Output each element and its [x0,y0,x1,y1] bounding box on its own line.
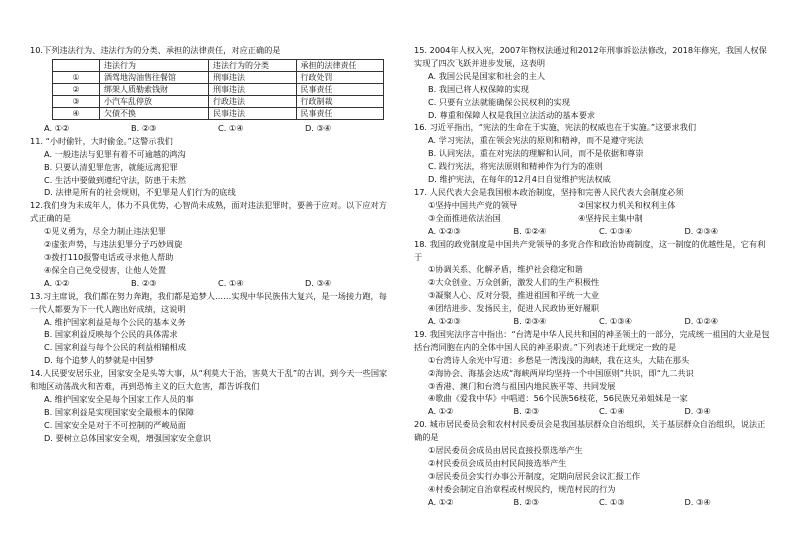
answer-option[interactable]: A. 维护国家安全是每个国家工作人员的事 [44,393,194,404]
table-cell: 欠债不换 [100,107,209,119]
statement-item: ①居民委员会成员由居民直接投票选举产生 [428,445,583,456]
answer-option[interactable]: B. ②③④ [513,316,547,327]
answer-option[interactable]: B. ①②④ [513,225,547,236]
statement-item: ④歌曲《爱我中华》中唱道：56个民族56枝花，56民族兄弟姐妹是一家 [428,393,688,404]
statement-item: ③全面推进依法治国 [428,212,501,223]
answer-option[interactable]: D. ②③④ [684,225,719,236]
table-cell: 民事责任 [296,83,384,95]
table-cell: 民事违法 [209,107,296,119]
answer-option[interactable]: A. ①② [44,277,70,288]
table-cell: ③ [53,95,100,107]
answer-option[interactable]: C. 国家利益与每个公民的利益相辅相成 [44,342,186,353]
question-15 [414,44,770,121]
answer-option[interactable]: D. 每个追梦人的梦就是中国梦 [44,355,154,366]
statement-item: ③居民委员会实行办事公开制度，定期向居民会议汇报工作 [428,470,641,481]
answer-options [414,225,770,238]
table-row [53,83,384,95]
answer-option[interactable]: B. ②③ [131,122,157,133]
answer-option[interactable]: D. 维护宪法，在每年的12月4日自觉维护宪法权威 [428,174,611,185]
statement-item: ③拨打110报警电话或寻求他人帮助 [44,251,174,262]
table-row [53,95,384,107]
question-16 [414,121,770,186]
question-stem: 16. 习近平指出，“宪法的生命在于实施，宪法的权威也在于实施。”这要求我们 [414,122,697,133]
table-row [53,71,384,83]
answer-option[interactable]: C. ①③④ [599,316,632,327]
table-cell: 行政违法 [209,95,296,107]
answer-option[interactable]: C. ①④ [599,406,625,417]
answer-option[interactable]: C. ①③ [599,496,625,507]
question-stem: 19. 我国宪法序言中指出：“台湾是中华人民共和国的神圣领土的一部分，完成统一祖国的大业是包括台湾同胞在内的全体中国人民的神圣职责。”下列表述于此规定一致的是 [414,328,770,352]
answer-option[interactable]: C. 只要有立法就能确保公民权利的实现 [428,96,570,107]
law-table [52,59,384,120]
answer-option[interactable]: A. 学习宪法，重在领会宪法的原则和精神，而不是遵守宪法 [428,135,644,146]
table-cell: 小汽车乱停放 [100,95,209,107]
question-12 [30,199,392,289]
table-cell: 行政处罚 [296,71,384,83]
table-cell: ④ [53,107,100,119]
table-header [53,59,100,71]
statement-item: ①台湾诗人余光中写道：乡愁是一湾浅浅的海峡，我在这头，大陆在那头 [428,354,690,365]
answer-option[interactable]: C. ①④ [218,122,244,133]
answer-option[interactable]: D. 法律是所有的社会规则，不犯罪是人们行为的底线 [44,187,236,198]
answer-option[interactable]: C. ①④ [218,277,244,288]
question-stem: 17. 人民代表大会是我国根本政治制度，坚持和完善人民代表大会制度必须 [414,186,684,197]
table-cell: ② [53,83,100,95]
answer-option[interactable]: B. 认同宪法，重在对宪法的理解和认同，而不是依据和尊崇 [428,148,644,159]
question-19 [414,328,770,418]
left-column [30,44,392,445]
table-cell: 酒驾地沟油售往餐馆 [100,71,209,83]
answer-option[interactable]: A. ①②③ [428,316,461,327]
answer-option[interactable]: D. 要树立总体国家安全观，增强国家安全意识 [44,432,212,443]
table-header: 承担的法律责任 [296,59,384,71]
answer-option[interactable]: A. ①② [428,496,454,507]
answer-option[interactable]: B. 我国已将人权保障的实现 [428,83,529,94]
answer-option[interactable]: A. 一般违法与犯罪有着不可逾越的鸿沟 [44,148,186,159]
question-10 [30,44,392,135]
table-cell: 行政制裁 [296,95,384,107]
answer-option[interactable]: A. ①② [428,406,454,417]
table-header: 违法行为的分类 [209,59,296,71]
question-17 [414,186,770,238]
question-stem: 15. 2004年人权入宪，2007年物权法通过和2012年刑事诉讼法修改，2018年修宪，我国人权保实现了四次飞跃并进步发展，这表明 [414,45,767,68]
question-stem: 18. 我国的政党制度是中国共产党领导的多党合作和政治协商制度，这一制度的优越性是，它有利于 [414,238,766,262]
question-stem: 10.下列违法行为、违法行为的分类、承担的法律责任，对应正确的是 [30,45,281,55]
statement-item: ④坚持民主集中制 [578,212,643,223]
answer-options [414,496,770,509]
table-cell: ① [53,71,100,83]
statement-item: ②虚张声势，与违法犯罪分子巧妙周旋 [44,239,183,250]
table-header: 违法行为 [100,59,209,71]
answer-option[interactable]: B. ②③ [131,277,157,288]
statement-item: ④村委会制定自治章程或村规民约，规范村民的行为 [428,483,616,494]
statement-item: ③凝聚人心、反对分裂，推进祖国和平统一大业 [428,290,600,301]
answer-option[interactable]: A. ①② [44,122,70,133]
question-11 [30,135,392,200]
answer-option[interactable]: A. 维护国家利益是每个公民的基本义务 [44,316,186,327]
right-column [414,44,770,509]
table-header-row [53,59,384,71]
statement-item: ①坚持中国共产党的领导 [428,199,518,210]
question-14 [30,367,392,444]
table-cell: 民事责任 [296,107,384,119]
answer-options [30,122,392,135]
answer-option[interactable]: B. ②③ [513,496,540,507]
statement-row [414,199,770,212]
statement-item: ②国家权力机关和权利主体 [578,199,676,210]
answer-option[interactable]: D. ③④ [684,496,711,507]
statement-item: ①见义勇为，尽全力制止违法犯罪 [44,226,166,237]
answer-option[interactable]: A. 我国公民是国家和社会的主人 [428,70,546,81]
table-cell: 刑事违法 [209,71,296,83]
table-cell: 刑事违法 [209,83,296,95]
answer-options [414,405,770,418]
answer-option[interactable]: B. ②③ [513,406,540,417]
statement-item: ④保全自己免受侵害，让他人处置 [44,264,166,275]
statement-item: ②大众创业、万众创新，激发人们的生产积极性 [428,277,600,288]
answer-option[interactable]: C. ①③④ [599,225,632,236]
question-stem: 20. 城市居民委员会和农村村民委员会是我国基层群众自治组织，关于基层群众自治组织，说法正确的是 [414,419,766,443]
question-stem: 13.习主席说，我们都在努力奔跑，我们都是追梦人……实现中华民族伟大复兴，是一场接力跑，每一代人都要为下一代人跑出好成绩，这说明 [30,290,387,314]
answer-option[interactable]: B. 国家利益反映每个公民的具体需求 [44,329,178,340]
question-20 [414,418,770,508]
statement-item: ③香港、澳门和台湾与祖国内地民族平等、共同发展 [428,380,616,391]
answer-option[interactable]: D. ③④ [305,277,332,288]
question-18 [414,238,770,328]
answer-options [414,315,770,328]
answer-option[interactable]: C. 国家安全是对于不可控制的严峻局面 [44,419,186,430]
answer-option[interactable]: D. ③④ [684,406,711,417]
question-stem: 11. “小时偷针，大时偷金。”这警示我们 [30,135,173,146]
question-13 [30,290,392,367]
answer-option[interactable]: A. ①②③ [428,225,461,236]
answer-option[interactable]: D. 尊重和保障人权是我国立法活动的基本要求 [428,109,596,120]
statement-item: ①协调关系、化解矛盾，维护社会稳定和谐 [428,264,583,275]
answer-option[interactable]: C. 生活中要做到遵纪守法，防患于未然 [44,174,186,185]
statement-item: ④团结进步、发扬民主，促进人民政协更好履职 [428,303,600,314]
answer-option[interactable]: B. 只要认清犯罪危害，就能远离犯罪 [44,161,178,172]
question-stem: 14.人民要安居乐业，国家安全是头等大事，从“利莫大于治，害莫大于乱”的古训，到今天一些国家和地区动荡战火和苦难，再到恐怖主义的巨大危害，都告诉我们 [30,368,388,392]
statement-item: ②海协会、海基会达成“海峡两岸均坚持一个中国原则”共识，即“九二共识 [428,367,694,378]
statement-row [414,212,770,225]
answer-option[interactable]: D. ①②④ [684,316,719,327]
answer-options [30,277,392,290]
answer-option[interactable]: C. 践行宪法，将宪法原则和精神作为行为的准则 [428,161,603,172]
question-stem: 12.我们身为未成年人，体力不具优势，心智尚未成熟，面对违法犯罪时，要善于应对。以下应对方式正确的是 [30,200,387,224]
statement-item: ②村民委员会成员由村民间接选举产生 [428,458,567,468]
answer-option[interactable]: B. 国家利益是实现国家安全最根本的保障 [44,406,195,417]
table-row [53,107,384,119]
answer-option[interactable]: D. ③④ [305,122,332,133]
table-cell: 绑架人质勒索钱财 [100,83,209,95]
